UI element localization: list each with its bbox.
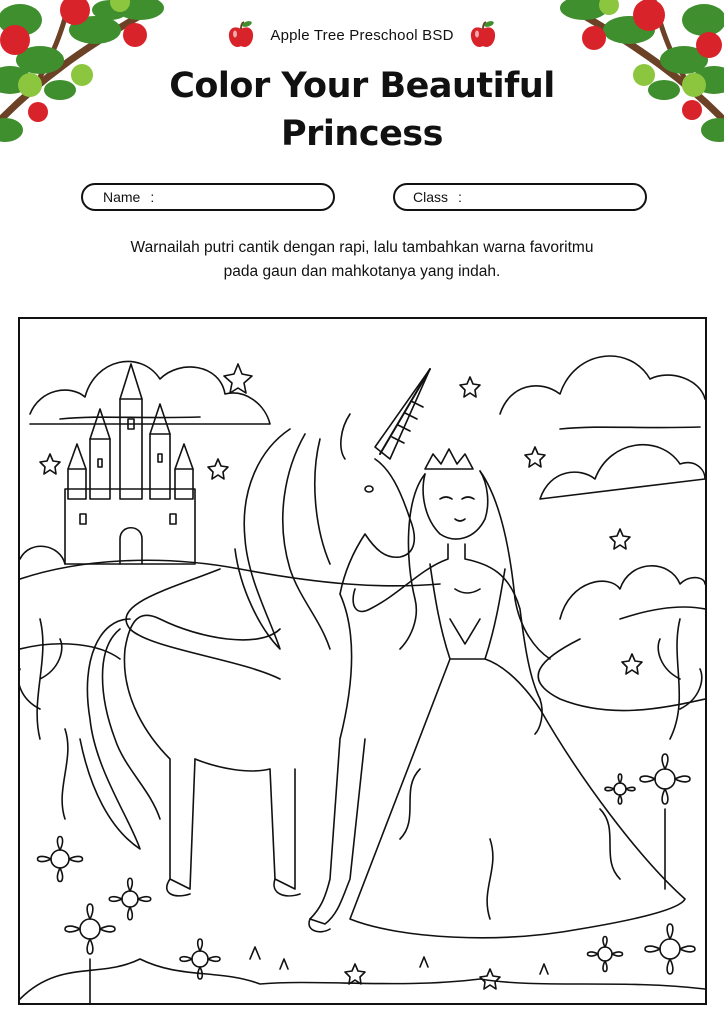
cloud <box>540 445 705 499</box>
class-label: Class <box>413 189 449 205</box>
name-field[interactable] <box>81 183 335 211</box>
sparkle-stars <box>40 364 642 989</box>
coloring-illustration-frame <box>18 317 707 1005</box>
plant-leaves <box>658 619 702 739</box>
instructions <box>60 236 664 284</box>
princess <box>350 449 685 938</box>
instructions-line-1: Warnailah putri cantik dengan rapi, lalu tambahkan warna favoritmu <box>130 239 594 256</box>
cloud <box>500 356 705 414</box>
plant-leaves <box>20 619 68 819</box>
castle <box>65 364 195 564</box>
class-field[interactable] <box>393 183 647 211</box>
bushes <box>560 566 705 619</box>
school-name: Apple Tree Preschool BSD <box>270 26 454 44</box>
class-separator: : <box>458 189 462 205</box>
cloud <box>30 361 270 424</box>
instructions-line-2: pada gaun dan mahkotanya yang indah. <box>223 263 501 280</box>
princess-unicorn-coloring-illustration <box>20 319 705 1003</box>
page-title <box>100 62 624 158</box>
grass <box>20 959 705 999</box>
winding-path <box>126 569 280 679</box>
name-separator: : <box>150 189 155 205</box>
bushes <box>20 546 65 564</box>
title-line-1: Color Your Beautiful <box>169 66 555 106</box>
title-line-2: Princess <box>281 114 443 154</box>
name-label: Name <box>103 189 141 205</box>
apple-icon <box>468 20 498 50</box>
hills <box>20 560 440 586</box>
apple-icon <box>226 20 256 50</box>
school-header <box>0 20 724 50</box>
